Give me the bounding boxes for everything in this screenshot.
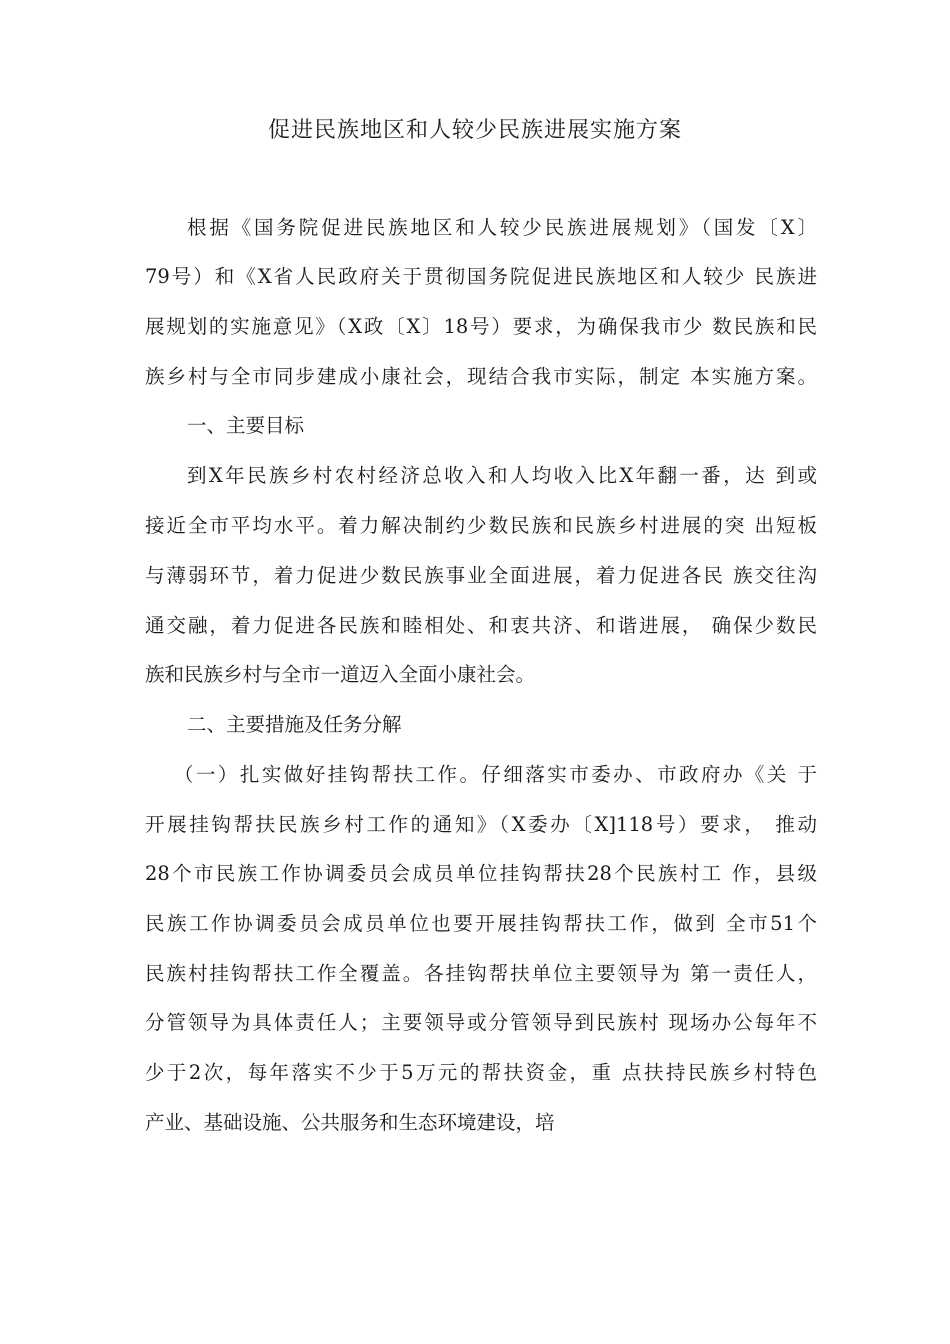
paragraph-line: 展规划的实施意见》（X政〔X〕18号）要求，为确保我市少 数民族和民 <box>145 315 817 338</box>
paragraph-line: 分管领导为具体责任人；主要领导或分管领导到民族村 现场办公每年不 <box>145 1011 817 1034</box>
paragraph-line: 开展挂钩帮扶民族乡村工作的通知》（X委办〔X]118号）要求， 推动 <box>145 813 817 836</box>
paragraph-line: 通交融，着力促进各民族和睦相处、和衷共济、和谐进展， 确保少数民 <box>145 614 817 637</box>
section-heading: 二、主要措施及任务分解 <box>187 713 402 736</box>
paragraph-line: 与薄弱环节，着力促进少数民族事业全面进展，着力促进各民 族交往沟 <box>145 564 817 587</box>
document-title: 促进民族地区和人较少民族进展实施方案 <box>267 118 682 143</box>
paragraph-line: 民族村挂钩帮扶工作全覆盖。各挂钩帮扶单位主要领导为 第一责任人， <box>145 962 817 985</box>
paragraph-line: 族乡村与全市同步建成小康社会，现结合我市实际，制定 本实施方案。 <box>145 365 817 388</box>
paragraph-line: 接近全市平均水平。着力解决制约少数民族和民族乡村进展的突 出短板 <box>145 514 817 537</box>
paragraph-line: 79号）和《X省人民政府关于贯彻国务院促进民族地区和人较少 民族进 <box>145 265 817 288</box>
paragraph-line: 产业、基础设施、公共服务和生态环境建设，培 <box>145 1111 555 1134</box>
paragraph-line: 民族工作协调委员会成员单位也要开展挂钩帮扶工作，做到 全市51个 <box>145 912 817 935</box>
paragraph-line: 到X年民族乡村农村经济总收入和人均收入比X年翻一番，达 到或 <box>187 464 817 487</box>
section-heading: 一、主要目标 <box>187 414 305 437</box>
paragraph-line: 族和民族乡村与全市一道迈入全面小康社会。 <box>145 663 536 686</box>
paragraph-line: 根据《国务院促进民族地区和人较少民族进展规划》（国发〔X〕 <box>187 216 817 239</box>
paragraph-line: 28个市民族工作协调委员会成员单位挂钩帮扶28个民族村工 作，县级 <box>145 862 817 885</box>
paragraph-line: （一）扎实做好挂钩帮扶工作。仔细落实市委办、市政府办《关 于 <box>174 763 817 786</box>
paragraph-line: 少于2次，每年落实不少于5万元的帮扶资金，重 点扶持民族乡村特色 <box>145 1061 817 1084</box>
